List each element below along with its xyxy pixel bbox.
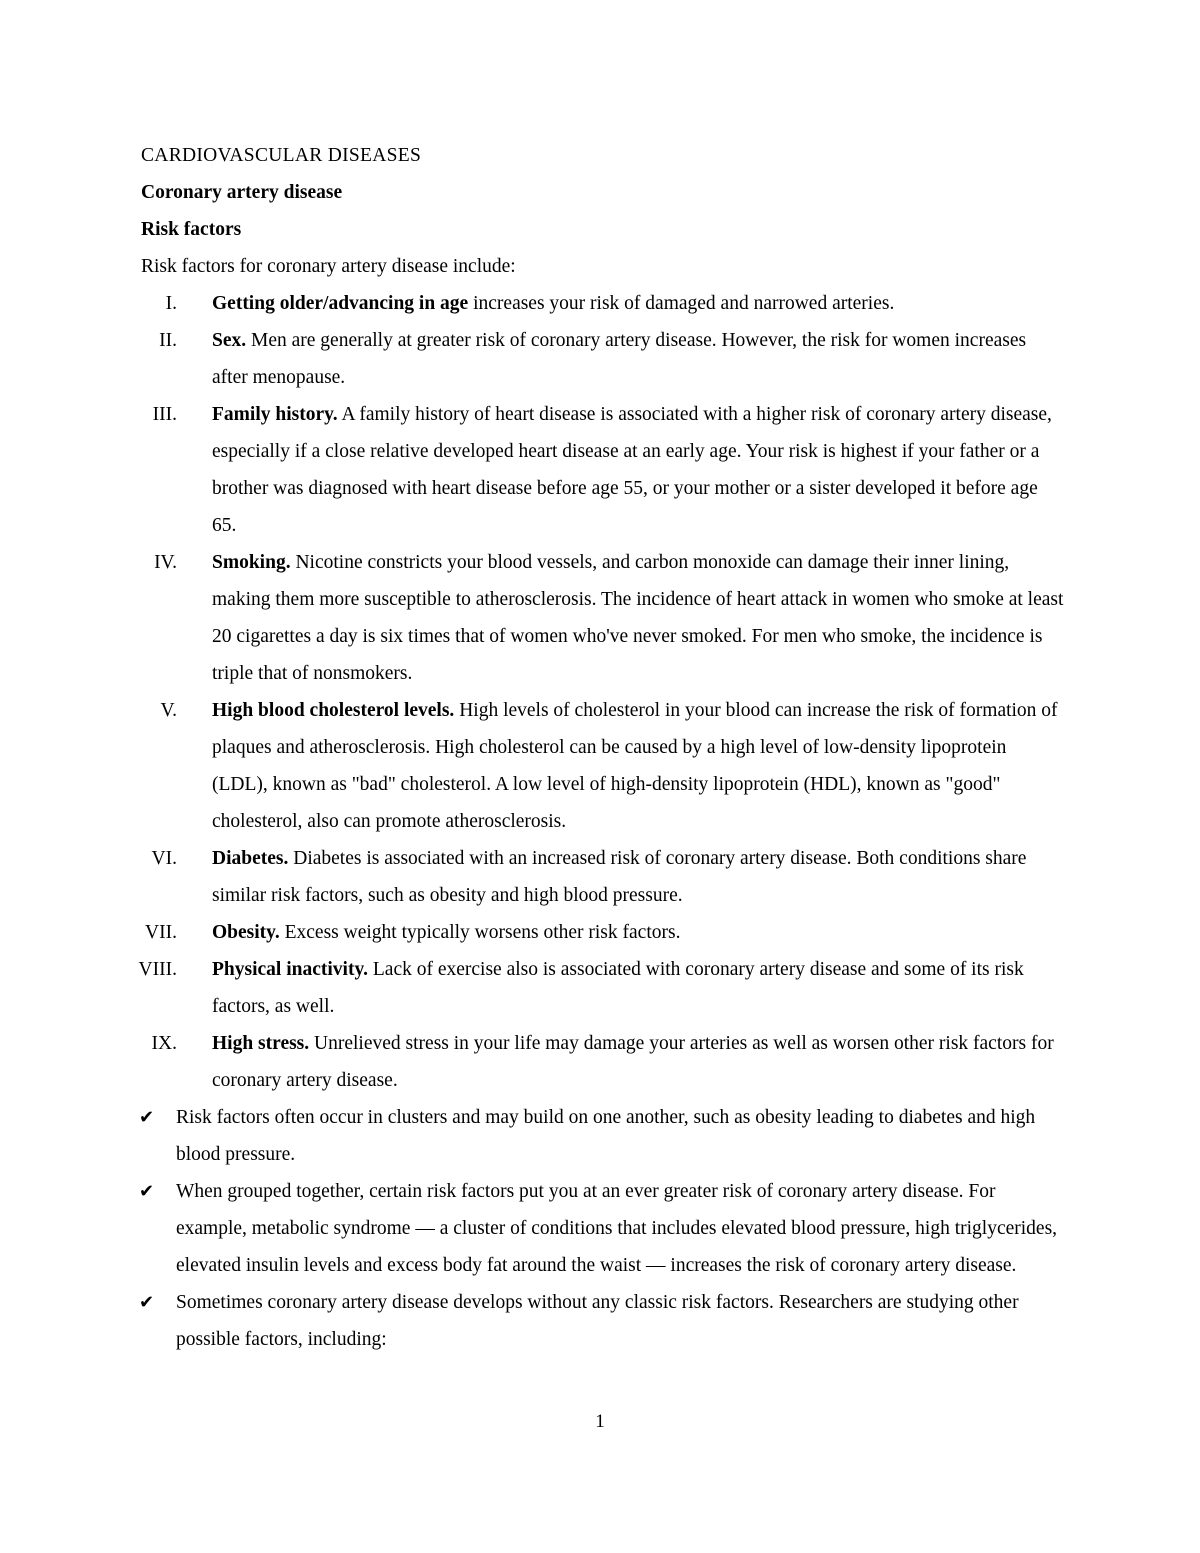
document-body [138,137,1066,1358]
risk-factor-term: Family history. [212,404,338,425]
page-number: 1 [595,1411,605,1432]
risk-factor-text: Nicotine constricts your blood vessels, and carbon monoxide can damage their inner lining, making them more susceptible to atherosclerosis. The incidence of heart attack in women who smoke at least 20 cigarettes a day is six times that of women who've never smoked. For men who smoke, the incidence is triple that of nonsmokers. [212,552,1064,684]
risk-factor-term: Sex. [212,330,247,351]
risk-factor-text: Diabetes is associated with an increased risk of coronary artery disease. Both conditions share similar risk factors, such as obesity and high blood pressure. [212,848,1027,906]
risk-factor-term: Obesity. [212,922,280,943]
list-numeral: III. [152,404,177,425]
checkmark-icon: ✔ [139,1181,155,1202]
list-numeral: I. [165,293,177,314]
checklist [141,1099,1066,1358]
checklist-text: Risk factors often occur in clusters and may build on one another, such as obesity leading to diabetes and high blood pressure. [176,1107,1036,1165]
document-title: CARDIOVASCULAR DISEASES [141,145,422,166]
risk-factor-text: increases your risk of damaged and narrowed arteries. [468,293,895,314]
risk-factor-item [141,285,1066,322]
section-heading: Coronary artery disease [141,182,343,203]
checklist-item [141,1173,1066,1284]
risk-factor-text: Excess weight typically worsens other risk factors. [279,922,681,943]
checkmark-icon: ✔ [139,1107,155,1128]
risk-factor-term: Smoking. [212,552,291,573]
list-numeral: VIII. [138,959,177,980]
risk-factor-item [141,396,1066,544]
risk-factor-term: Physical inactivity. [212,959,368,980]
list-numeral: VII. [145,922,177,943]
intro-paragraph: Risk factors for coronary artery disease include: [141,256,516,277]
list-numeral: II. [159,330,177,351]
risk-factor-text: Men are generally at greater risk of coronary artery disease. However, the risk for women increases after menopause. [212,330,1027,388]
list-numeral: VI. [151,848,177,869]
risk-factor-text: Lack of exercise also is associated with coronary artery disease and some of its risk factors, as well. [212,959,1024,1017]
risk-factor-text: High levels of cholesterol in your blood can increase the risk of formation of plaques and atherosclerosis. High cholesterol can be caused by a high level of low-density lipoprotein (LDL), known as "bad" cholesterol. A low level of high-density lipoprotein (HDL), known as "good" cholesterol, also can promote atherosclerosis. [212,700,1058,832]
risk-factor-term: Diabetes. [212,848,289,869]
risk-factor-term: High stress. [212,1033,310,1054]
risk-factor-text: A family history of heart disease is associated with a higher risk of coronary artery disease, especially if a close relative developed heart disease at an early age. Your risk is highest if your father or a brother was diagnosed with heart disease before age 55, or your mother or a sister developed it before age 65. [212,404,1052,536]
checklist-text: Sometimes coronary artery disease develops without any classic risk factors. Researchers are studying other possible factors, including: [176,1292,1019,1350]
risk-factor-item [141,840,1066,914]
risk-factor-list [138,285,1066,1099]
checklist-item [141,1284,1066,1358]
risk-factor-item [141,322,1066,396]
checklist-item [141,1099,1066,1173]
risk-factor-term: Getting older/advancing in age [212,293,469,314]
checkmark-icon: ✔ [139,1292,155,1313]
risk-factor-text: Unrelieved stress in your life may damage your arteries as well as worsen other risk factors for coronary artery disease. [212,1033,1054,1091]
list-numeral: V. [160,700,177,721]
risk-factor-item [141,914,1066,951]
risk-factor-item [141,1025,1066,1099]
risk-factor-item [138,951,1066,1025]
checklist-text: When grouped together, certain risk factors put you at an ever greater risk of coronary artery disease. For example, metabolic syndrome — a cluster of conditions that includes elevated blood pressure, high triglycerides, elevated insulin levels and excess body fat around the waist — increases the risk of coronary artery disease. [176,1181,1058,1276]
risk-factor-term: High blood cholesterol levels. [212,700,455,721]
subsection-heading: Risk factors [141,219,242,240]
risk-factor-item [141,544,1066,692]
risk-factor-item [141,692,1066,840]
list-numeral: IV. [154,552,177,573]
list-numeral: IX. [151,1033,177,1054]
